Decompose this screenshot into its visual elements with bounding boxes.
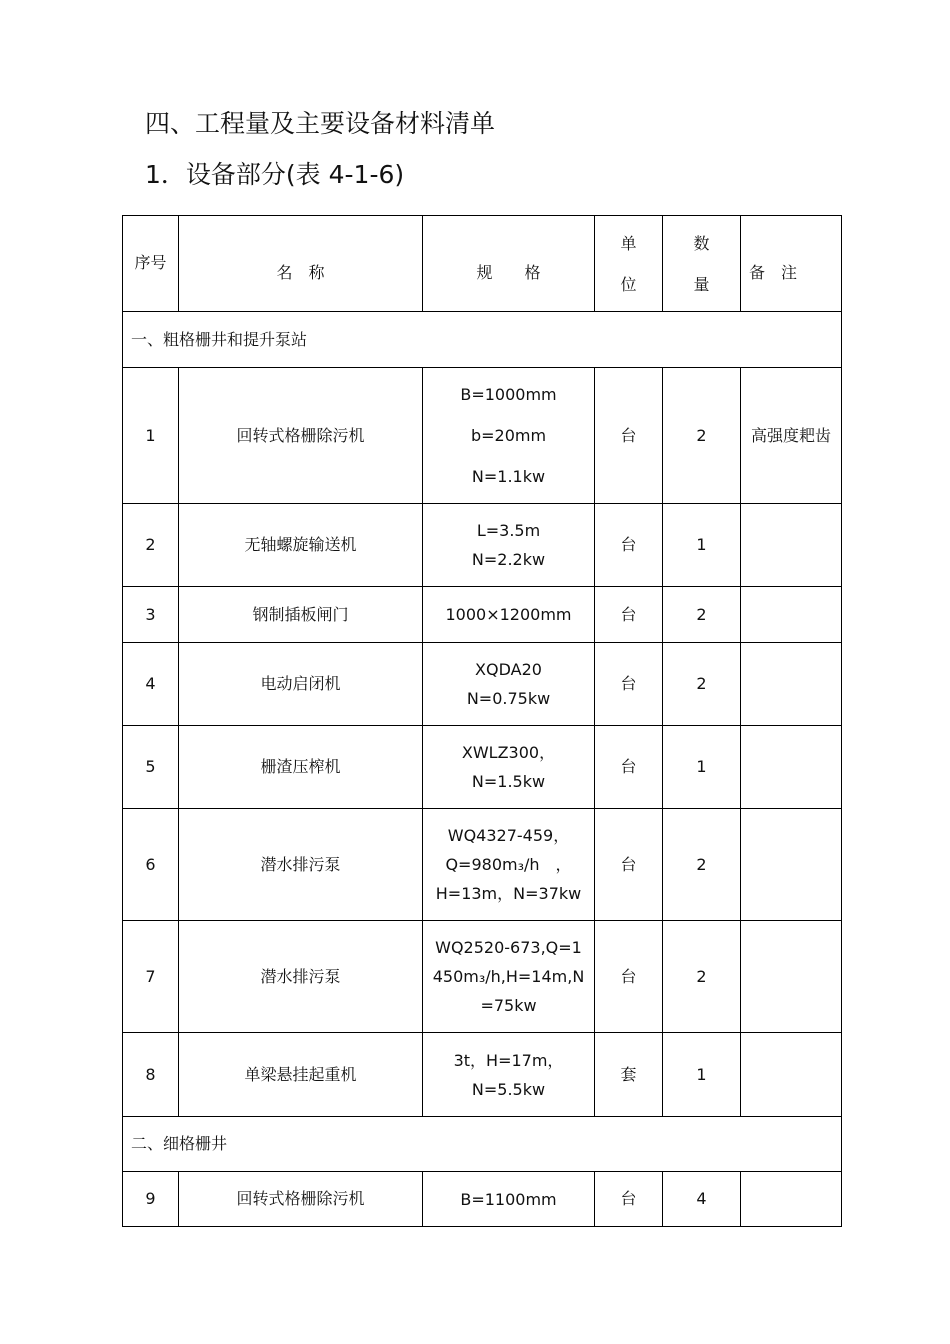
- row-note: [741, 809, 842, 921]
- section-title: 二、细格栅井: [123, 1117, 842, 1172]
- row-qty: 1: [663, 504, 741, 587]
- table-row: [123, 504, 842, 587]
- row-qty: 2: [663, 809, 741, 921]
- equipment-table: [122, 215, 842, 1227]
- spec-line: WQ4327-459，: [447, 826, 570, 845]
- table-row: [123, 587, 842, 643]
- header-qty-bottom: 量: [693, 274, 710, 294]
- row-index: 2: [123, 504, 179, 587]
- row-spec: [423, 1033, 595, 1117]
- table-caption: 1．设备部分(表 4-1-6): [145, 160, 405, 189]
- row-index: 8: [123, 1033, 179, 1117]
- row-name: 栅渣压榨机: [179, 726, 423, 809]
- row-name: 无轴螺旋输送机: [179, 504, 423, 587]
- header-unit-bottom: 位: [620, 274, 637, 294]
- spec-line: WQ2520-673,Q=1: [435, 938, 582, 957]
- table-row: [123, 809, 842, 921]
- row-index: 7: [123, 921, 179, 1033]
- row-spec: [423, 504, 595, 587]
- table-row: [123, 643, 842, 726]
- row-spec: [423, 809, 595, 921]
- row-spec: [423, 587, 595, 643]
- spec-line: N=2.2kw: [471, 550, 546, 569]
- row-qty: 4: [663, 1172, 741, 1227]
- row-spec: [423, 921, 595, 1033]
- row-note: [741, 587, 842, 643]
- row-index: 9: [123, 1172, 179, 1227]
- table-header-row: [123, 216, 842, 312]
- row-unit: 套: [595, 1033, 663, 1117]
- spec-line: N=1.1kw: [471, 467, 546, 486]
- row-qty: 1: [663, 1033, 741, 1117]
- row-note: [741, 504, 842, 587]
- row-note: [741, 921, 842, 1033]
- spec-line: b=20mm: [470, 426, 547, 445]
- row-qty: 2: [663, 643, 741, 726]
- table-row: [123, 726, 842, 809]
- row-note: 高强度耙齿: [741, 368, 842, 504]
- header-unit: [595, 216, 663, 312]
- row-index: 3: [123, 587, 179, 643]
- table-row: [123, 1172, 842, 1227]
- row-unit: 台: [595, 643, 663, 726]
- spec-line: =75kw: [480, 996, 537, 1015]
- row-name: 钢制插板闸门: [179, 587, 423, 643]
- spec-line: N=1.5kw: [471, 772, 546, 791]
- spec-line: N=0.75kw: [466, 689, 551, 708]
- row-unit: 台: [595, 368, 663, 504]
- table-row: [123, 921, 842, 1033]
- section-row: [123, 1117, 842, 1172]
- spec-line: 1000×1200mm: [445, 605, 572, 624]
- row-unit: 台: [595, 726, 663, 809]
- row-qty: 1: [663, 726, 741, 809]
- header-name: 名 称: [179, 216, 423, 312]
- table-row: [123, 368, 842, 504]
- header-index: 序号: [123, 216, 179, 312]
- row-index: 4: [123, 643, 179, 726]
- spec-line: H=13m，N=37kw: [435, 884, 582, 903]
- header-unit-top: 单: [620, 233, 637, 253]
- spec-line: Q=980m₃/h ，: [445, 855, 572, 874]
- document-heading: 四、工程量及主要设备材料清单: [145, 109, 496, 138]
- row-note: [741, 643, 842, 726]
- row-unit: 台: [595, 587, 663, 643]
- row-unit: 台: [595, 921, 663, 1033]
- row-qty: 2: [663, 368, 741, 504]
- row-unit: 台: [595, 504, 663, 587]
- spec-line: B=1000mm: [460, 385, 557, 404]
- spec-line: L=3.5m: [476, 521, 541, 540]
- row-qty: 2: [663, 921, 741, 1033]
- row-index: 6: [123, 809, 179, 921]
- row-unit: 台: [595, 1172, 663, 1227]
- spec-line: XWLZ300，: [461, 743, 556, 762]
- row-index: 5: [123, 726, 179, 809]
- table-body: [123, 312, 842, 1227]
- row-spec: [423, 368, 595, 504]
- row-name: 电动启闭机: [179, 643, 423, 726]
- spec-line: XQDA20: [475, 660, 542, 679]
- row-name: 单梁悬挂起重机: [179, 1033, 423, 1117]
- header-qty: [663, 216, 741, 312]
- row-qty: 2: [663, 587, 741, 643]
- row-note: [741, 1172, 842, 1227]
- row-name: 潜水排污泵: [179, 921, 423, 1033]
- spec-line: 3t，H=17m，: [453, 1050, 564, 1070]
- row-name: 潜水排污泵: [179, 809, 423, 921]
- spec-line: N=5.5kw: [471, 1079, 546, 1099]
- spec-line: 450m₃/h,H=14m,N: [432, 967, 585, 986]
- row-spec: [423, 643, 595, 726]
- row-spec: [423, 726, 595, 809]
- header-note: 备 注: [741, 216, 842, 312]
- table-row: [123, 1033, 842, 1117]
- section-row: [123, 312, 842, 368]
- row-note: [741, 726, 842, 809]
- row-name: 回转式格栅除污机: [179, 1172, 423, 1227]
- header-spec: 规 格: [423, 216, 595, 312]
- row-spec: [423, 1172, 595, 1227]
- row-note: [741, 1033, 842, 1117]
- row-name: 回转式格栅除污机: [179, 368, 423, 504]
- section-title: 一、粗格栅井和提升泵站: [123, 312, 842, 368]
- spec-line: B=1100mm: [460, 1189, 557, 1209]
- row-index: 1: [123, 368, 179, 504]
- header-qty-top: 数: [693, 233, 710, 253]
- row-unit: 台: [595, 809, 663, 921]
